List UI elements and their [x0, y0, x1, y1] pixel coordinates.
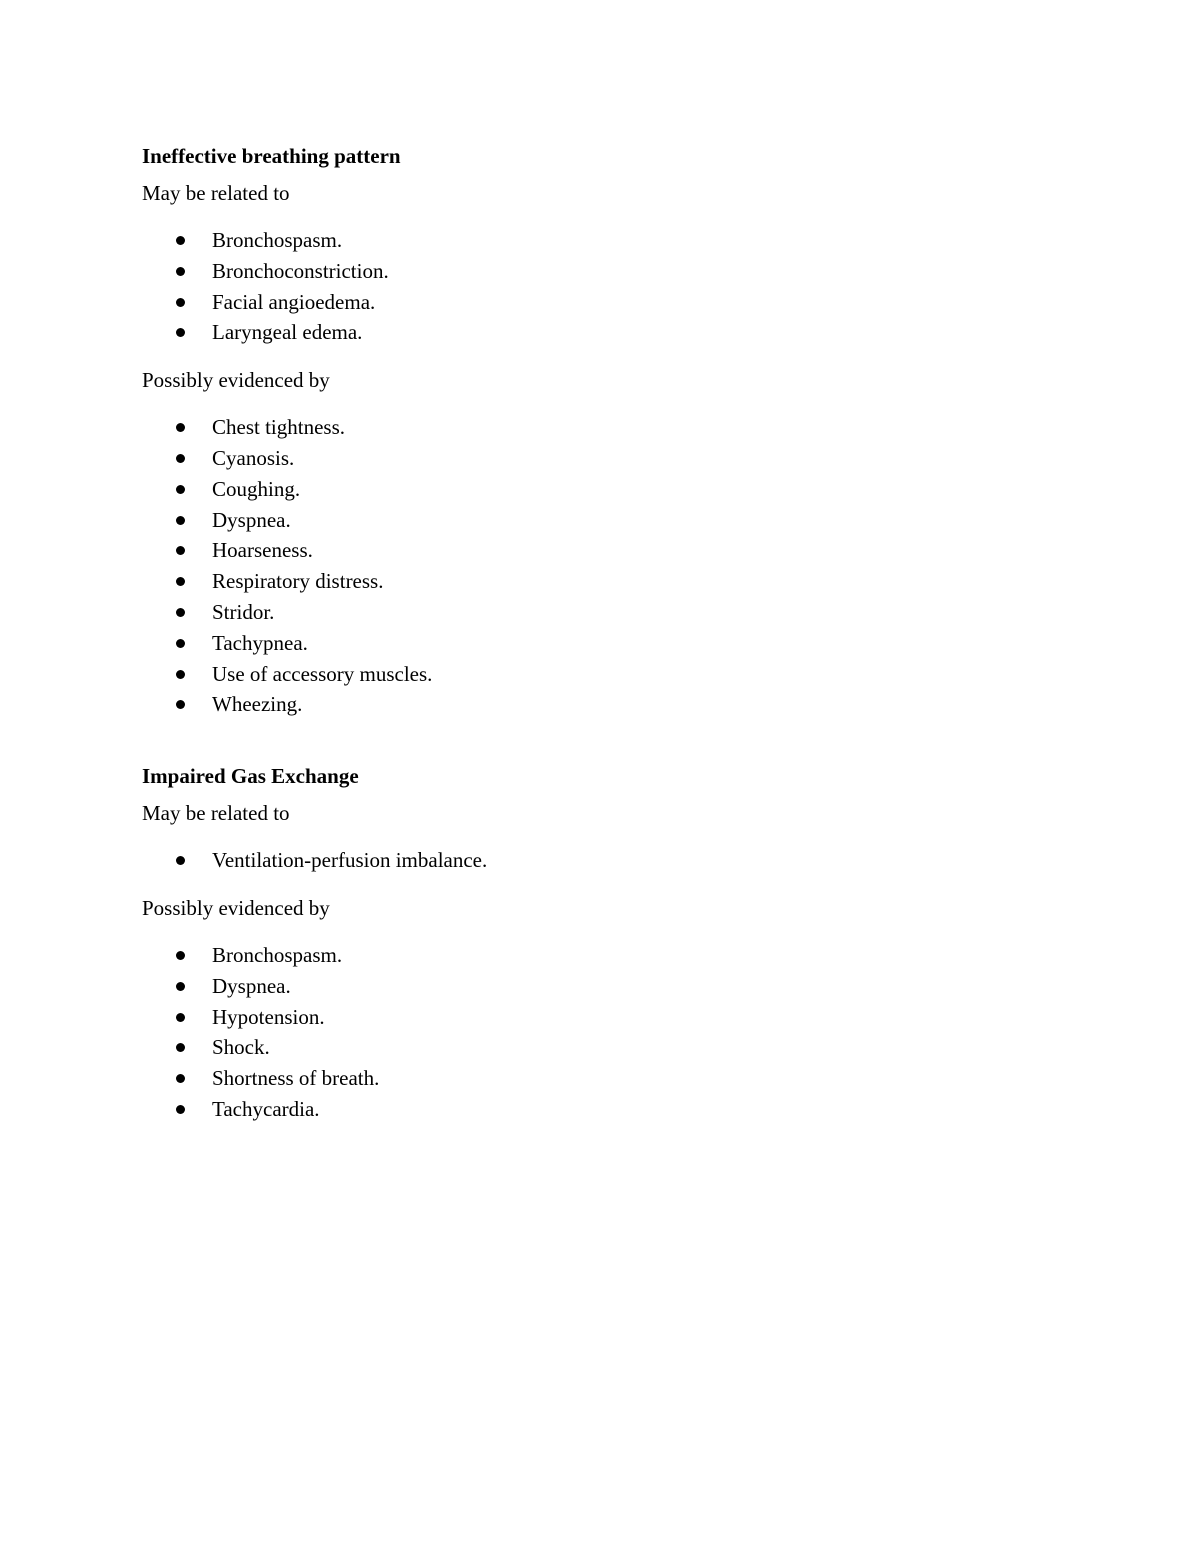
list-item	[142, 689, 1102, 720]
bullet-icon	[176, 485, 185, 494]
list-item	[142, 287, 1102, 318]
evidenced-label: Possibly evidenced by	[142, 895, 330, 920]
bullet-icon	[176, 577, 185, 586]
list-item-text: Shock.	[212, 1035, 270, 1060]
bullet-icon	[176, 298, 185, 307]
list-item-text: Bronchoconstriction.	[212, 258, 389, 283]
list-item	[142, 845, 1102, 876]
bullet-icon	[176, 639, 185, 648]
list-item-text: Hoarseness.	[212, 538, 313, 563]
list-item	[142, 1032, 1102, 1063]
list-item	[142, 597, 1102, 628]
related-list	[142, 845, 1102, 876]
bullet-icon	[176, 1043, 185, 1052]
bullet-icon	[176, 328, 185, 337]
bullet-icon	[176, 951, 185, 960]
section-title: Ineffective breathing pattern	[142, 144, 401, 168]
evidenced-list	[142, 940, 1102, 1125]
list-item	[142, 317, 1102, 348]
bullet-icon	[176, 454, 185, 463]
list-item-text: Shortness of breath.	[212, 1066, 380, 1091]
list-item	[142, 1002, 1102, 1033]
bullet-icon	[176, 670, 185, 679]
related-label: May be related to	[142, 801, 290, 826]
bullet-icon	[176, 1013, 185, 1022]
list-item-text: Laryngeal edema.	[212, 320, 363, 345]
related-label: May be related to	[142, 181, 290, 205]
list-item-text: Stridor.	[212, 599, 275, 624]
list-item	[142, 659, 1102, 690]
bullet-icon	[176, 982, 185, 991]
list-item	[142, 412, 1102, 443]
list-item	[142, 474, 1102, 505]
evidenced-list	[142, 412, 1102, 720]
list-item-text: Coughing.	[212, 476, 301, 501]
document-page	[142, 138, 1102, 1144]
list-item	[142, 971, 1102, 1002]
list-item	[142, 535, 1102, 566]
list-item	[142, 225, 1102, 256]
bullet-icon	[176, 608, 185, 617]
bullet-icon	[176, 700, 185, 709]
list-item-text: Wheezing.	[212, 692, 303, 717]
list-item-text: Tachypnea.	[212, 630, 308, 655]
list-item-text: Use of accessory muscles.	[212, 661, 433, 686]
list-item-text: Tachycardia.	[212, 1096, 320, 1121]
bullet-icon	[176, 516, 185, 525]
list-item-text: Facial angioedema.	[212, 289, 376, 314]
list-item	[142, 940, 1102, 971]
list-item	[142, 505, 1102, 536]
list-item	[142, 1094, 1102, 1125]
list-item-text: Dyspnea.	[212, 973, 291, 998]
evidenced-label: Possibly evidenced by	[142, 368, 330, 393]
list-item-text: Bronchospasm.	[212, 942, 343, 967]
bullet-icon	[176, 1074, 185, 1083]
list-item-text: Bronchospasm.	[212, 228, 343, 252]
list-item-text: Dyspnea.	[212, 507, 291, 532]
section-ineffective-breathing-pattern	[142, 138, 1102, 720]
list-item	[142, 443, 1102, 474]
bullet-icon	[176, 236, 185, 245]
list-item	[142, 1063, 1102, 1094]
list-item	[142, 566, 1102, 597]
list-item-text: Ventilation-perfusion imbalance.	[212, 848, 488, 873]
related-list	[142, 225, 1102, 348]
list-item-text: Cyanosis.	[212, 445, 295, 470]
list-item-text: Hypotension.	[212, 1004, 325, 1029]
bullet-icon	[176, 267, 185, 276]
section-title: Impaired Gas Exchange	[142, 764, 359, 789]
section-impaired-gas-exchange	[142, 758, 1102, 1125]
list-item-text: Chest tightness.	[212, 415, 346, 440]
bullet-icon	[176, 856, 185, 865]
bullet-icon	[176, 1105, 185, 1114]
list-item	[142, 256, 1102, 287]
bullet-icon	[176, 423, 185, 432]
list-item	[142, 628, 1102, 659]
bullet-icon	[176, 546, 185, 555]
list-item-text: Respiratory distress.	[212, 569, 384, 594]
